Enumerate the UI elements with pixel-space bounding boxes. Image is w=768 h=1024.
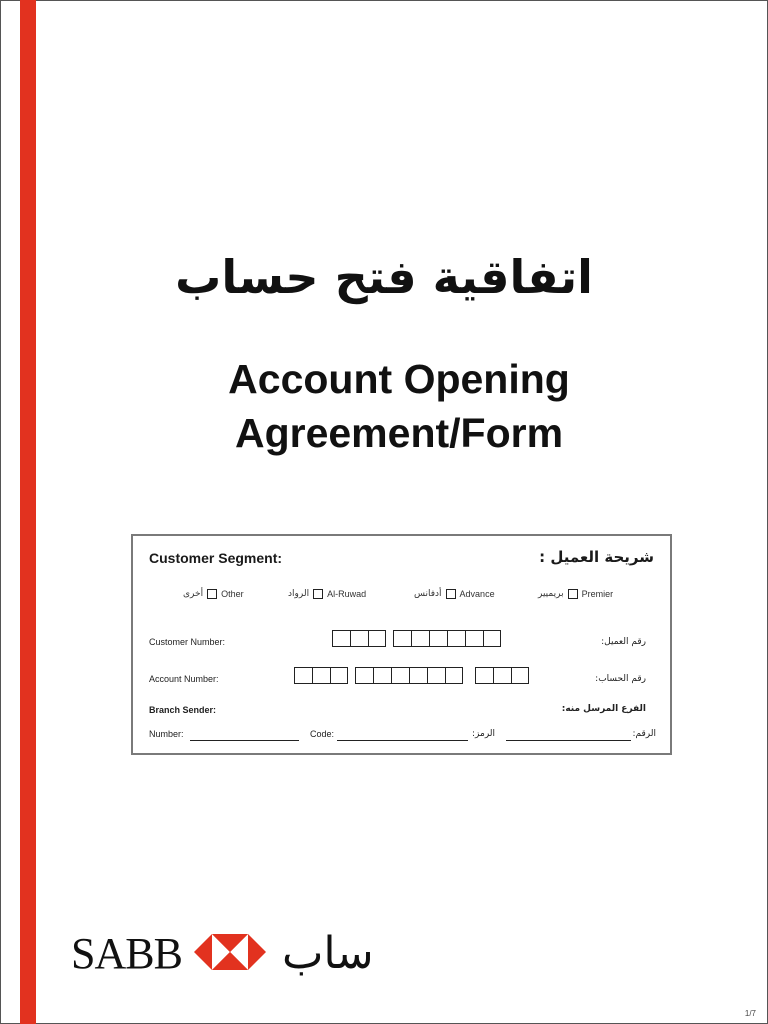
segment-label-en: Customer Segment: — [149, 550, 283, 566]
account-number-label-ar: رقم الحساب: — [595, 674, 646, 684]
branch-number-ar-line[interactable] — [506, 740, 631, 741]
option-advance-ar: أدفانس — [414, 589, 442, 599]
logo-text-ar: ساب — [281, 928, 374, 979]
branch-number-label-ar: الرقم: — [632, 729, 656, 739]
option-other-checkbox[interactable] — [207, 589, 217, 599]
segment-label-ar: شريحة العميل : — [539, 548, 654, 566]
branch-code-label-ar: الرمز: — [472, 729, 496, 739]
option-advance[interactable] — [414, 589, 495, 599]
option-premier[interactable] — [538, 589, 613, 599]
red-side-bar — [20, 0, 36, 1024]
account-number-boxes-group1[interactable] — [294, 667, 348, 684]
account-number-boxes-group3[interactable] — [475, 667, 529, 684]
option-premier-en: Premier — [581, 589, 614, 599]
option-premier-ar: بريميير — [538, 589, 564, 599]
branch-code-label-en: Code: — [310, 729, 335, 739]
account-number-label-en: Account Number: — [149, 674, 219, 684]
branch-number-label-en: Number: — [149, 729, 184, 739]
option-other-ar: أخرى — [183, 589, 204, 599]
account-number-boxes-group2[interactable] — [355, 667, 463, 684]
option-premier-checkbox[interactable] — [568, 589, 578, 599]
branch-sender-label-ar: الفرع المرسل منه: — [561, 704, 646, 714]
option-other-en: Other — [221, 589, 244, 599]
hexagon-logo-icon — [194, 934, 266, 975]
branch-number-line[interactable] — [190, 740, 299, 741]
title-english — [0, 352, 768, 460]
option-al-ruwad-en: Al-Ruwad — [327, 589, 367, 599]
sabb-logo — [71, 928, 374, 979]
option-advance-checkbox[interactable] — [446, 589, 456, 599]
customer-number-boxes-group2[interactable] — [393, 630, 501, 647]
logo-text-en: SABB — [71, 929, 182, 978]
customer-number-label-ar: رقم العميل: — [601, 637, 646, 647]
customer-segment-form — [131, 534, 672, 755]
title-english-line1: Account Opening — [228, 356, 570, 402]
branch-sender-label-en: Branch Sender: — [149, 705, 217, 715]
option-al-ruwad[interactable] — [288, 589, 366, 599]
option-al-ruwad-checkbox[interactable] — [313, 589, 323, 599]
page-number: 1/7 — [744, 1009, 756, 1018]
title-english-line2: Agreement/Form — [234, 410, 564, 456]
option-other[interactable] — [183, 589, 244, 599]
option-advance-en: Advance — [459, 589, 495, 599]
title-arabic: اتفاقية فتح حساب — [175, 250, 593, 304]
option-al-ruwad-ar: الرواد — [288, 589, 310, 599]
branch-code-line[interactable] — [337, 740, 468, 741]
customer-number-boxes-group1[interactable] — [332, 630, 386, 647]
customer-number-label-en: Customer Number: — [149, 637, 226, 647]
